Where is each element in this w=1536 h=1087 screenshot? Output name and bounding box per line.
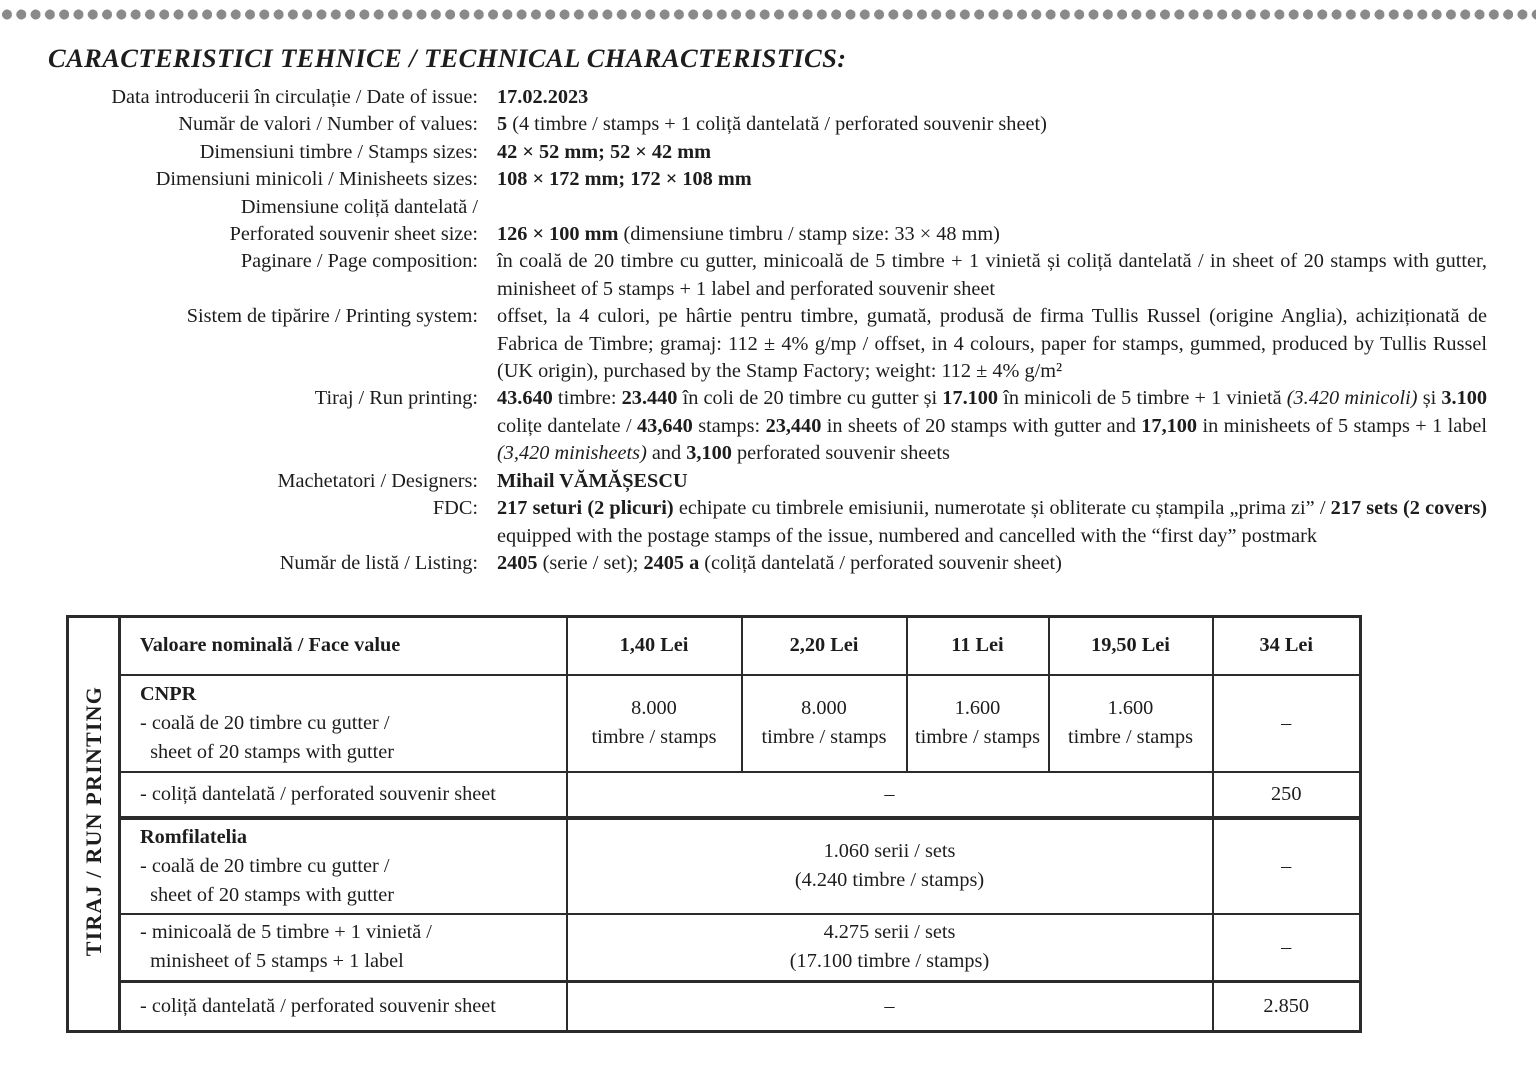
cell-minisheet-34: – xyxy=(1213,914,1361,982)
field-value-fdc: 217 seturi (2 plicuri) echipate cu timbrele emisiunii, numerotate și obliterate cu ștampila „prima zi” / 217 sets (2 covers) equipped with the postage stamps of the issue, numbered and cancelled with the “first day” postmark xyxy=(497,497,1487,547)
field-value-date-of-issue: 17.02.2023 xyxy=(497,86,589,108)
field-row-page-composition xyxy=(0,248,1490,303)
cell-romfilatelia-souvenir-merged: – xyxy=(567,982,1213,1032)
field-row-stamps-sizes xyxy=(0,139,1490,166)
row-label-minisheet: - minicoală de 5 timbre + 1 vinietă / minisheet of 5 stamps + 1 label xyxy=(120,914,567,982)
field-label-minisheets-sizes: Dimensiuni minicoli / Minisheets sizes: xyxy=(155,168,478,191)
cell-cnpr-2-20: 8.000 timbre / stamps xyxy=(742,675,907,772)
face-value-2-20: 2,20 Lei xyxy=(742,617,907,675)
field-value-number-of-values: 5 (4 timbre / stamps + 1 coliță dantelată / perforated souvenir sheet) xyxy=(497,113,1047,136)
field-label-souvenir-sheet-size-line1: Dimensiune coliță dantelată / xyxy=(240,195,478,218)
field-value-printing-system: offset, la 4 culori, pe hârtie pentru timbre, gumată, produsă de firma Tullis Russel (origine Anglia), achiziționată de Fabrica de Timbre; gramaj: 112 ± 4% g/mp / offset, in 4 colours, paper for stamps, gummed, produced by Tullis Russel (UK origin), purchased by the Stamp Factory; weight: 112 ± 4% g/m² xyxy=(497,305,1487,383)
field-label-souvenir-sheet-size: Perforated souvenir sheet size: xyxy=(229,223,478,246)
field-row-minisheets-sizes xyxy=(0,166,1490,193)
field-row-date-of-issue xyxy=(0,84,1490,111)
field-value-designers: Mihail VĂMĂȘESCU xyxy=(497,469,688,492)
field-row-number-of-values xyxy=(0,111,1490,138)
table-row-cnpr-souvenir-sheet xyxy=(68,772,1361,818)
table-side-label: TIRAJ / RUN PRINTING xyxy=(80,685,106,957)
cell-cnpr-souvenir-merged: – xyxy=(567,772,1213,818)
face-value-header: Valoare nominală / Face value xyxy=(120,617,567,675)
run-printing-table xyxy=(66,615,1362,1033)
field-value-minisheets-sizes: 108 × 172 mm; 172 × 108 mm xyxy=(497,168,752,191)
field-label-designers: Machetatori / Designers: xyxy=(277,469,478,492)
cell-cnpr-19-50: 1.600 timbre / stamps xyxy=(1049,675,1213,772)
field-row-run-printing xyxy=(0,385,1490,467)
row-label-cnpr-sheet: CNPR - coală de 20 timbre cu gutter / sheet of 20 stamps with gutter xyxy=(120,675,567,772)
field-value-listing: 2405 (serie / set); 2405 a (coliță dantelată / perforated souvenir sheet) xyxy=(497,551,1062,574)
face-value-1-40: 1,40 Lei xyxy=(567,617,742,675)
field-label-listing: Număr de listă / Listing: xyxy=(279,551,478,574)
field-label-run-printing: Tiraj / Run printing: xyxy=(314,387,478,410)
field-label-page-composition: Paginare / Page composition: xyxy=(240,250,478,273)
field-row-listing xyxy=(0,550,1490,577)
field-label-date-of-issue: Data introducerii în circulație / Date of issue: xyxy=(111,86,478,108)
field-row-printing-system xyxy=(0,303,1490,385)
cell-cnpr-souvenir-34: 250 xyxy=(1213,772,1361,818)
table-row-minisheet xyxy=(68,914,1361,982)
field-row-souvenir-sheet-size xyxy=(0,221,1490,248)
table-row-romfilatelia-souvenir-sheet xyxy=(68,982,1361,1032)
fields-list xyxy=(0,84,1490,577)
cell-romfilatelia-souvenir-34: 2.850 xyxy=(1213,982,1361,1032)
cell-romfilatelia-sets-merged: 1.060 serii / sets (4.240 timbre / stamps) xyxy=(567,818,1213,914)
field-row-designers xyxy=(0,468,1490,495)
table-row-romfilatelia-sheet xyxy=(68,818,1361,914)
field-value-stamps-sizes: 42 × 52 mm; 52 × 42 mm xyxy=(497,140,712,163)
cell-cnpr-11: 1.600 timbre / stamps xyxy=(907,675,1049,772)
table-side-label-cell xyxy=(68,617,120,1032)
face-value-34: 34 Lei xyxy=(1213,617,1361,675)
dotted-top-border xyxy=(0,8,1536,21)
face-value-19-50: 19,50 Lei xyxy=(1049,617,1213,675)
field-row-souvenir-sheet-size-line1 xyxy=(0,194,1490,221)
face-value-11: 11 Lei xyxy=(907,617,1049,675)
field-value-run-printing: 43.640 timbre: 23.440 în coli de 20 timbre cu gutter și 17.100 în minicoli de 5 timbre + 1 vinietă (3.420 minicoli) și 3.100 colițe dantelate / 43,640 stamps: 23,440 in sheets of 20 stamps with gutter and 17,100 in minisheets of 5 stamps + 1 label (3,420 minisheets) and 3,100 perforated souvenir sheets xyxy=(497,387,1488,465)
field-label-stamps-sizes: Dimensiuni timbre / Stamps sizes: xyxy=(199,140,478,163)
field-label-printing-system: Sistem de tipărire / Printing system: xyxy=(186,305,478,328)
cell-cnpr-1-40: 8.000 timbre / stamps xyxy=(567,675,742,772)
field-value-page-composition: în coală de 20 timbre cu gutter, minicoală de 5 timbre + 1 vinietă și coliță dantelată / in sheet of 20 stamps with gutter, minisheet of 5 stamps + 1 label and perforated souvenir sheet xyxy=(497,250,1487,300)
field-label-number-of-values: Număr de valori / Number of values: xyxy=(178,113,478,136)
row-label-romfilatelia-souvenir-sheet: - coliță dantelată / perforated souvenir sheet xyxy=(120,982,567,1032)
field-value-souvenir-sheet-size: 126 × 100 mm (dimensiune timbru / stamp size: 33 × 48 mm) xyxy=(497,223,1000,246)
cell-romfilatelia-34: – xyxy=(1213,818,1361,914)
row-label-cnpr-souvenir-sheet: - coliță dantelată / perforated souvenir sheet xyxy=(120,772,567,818)
page-title: CARACTERISTICI TEHNICE / TECHNICAL CHARACTERISTICS: xyxy=(48,43,847,73)
field-label-fdc: FDC: xyxy=(432,497,478,520)
row-label-romfilatelia-sheet: Romfilatelia - coală de 20 timbre cu gutter / sheet of 20 stamps with gutter xyxy=(120,818,567,914)
table-header-row xyxy=(68,617,1361,675)
table-row-cnpr-sheet xyxy=(68,675,1361,772)
cell-minisheet-sets-merged: 4.275 serii / sets (17.100 timbre / stamps) xyxy=(567,914,1213,982)
cell-cnpr-34: – xyxy=(1213,675,1361,772)
field-row-fdc xyxy=(0,495,1490,550)
